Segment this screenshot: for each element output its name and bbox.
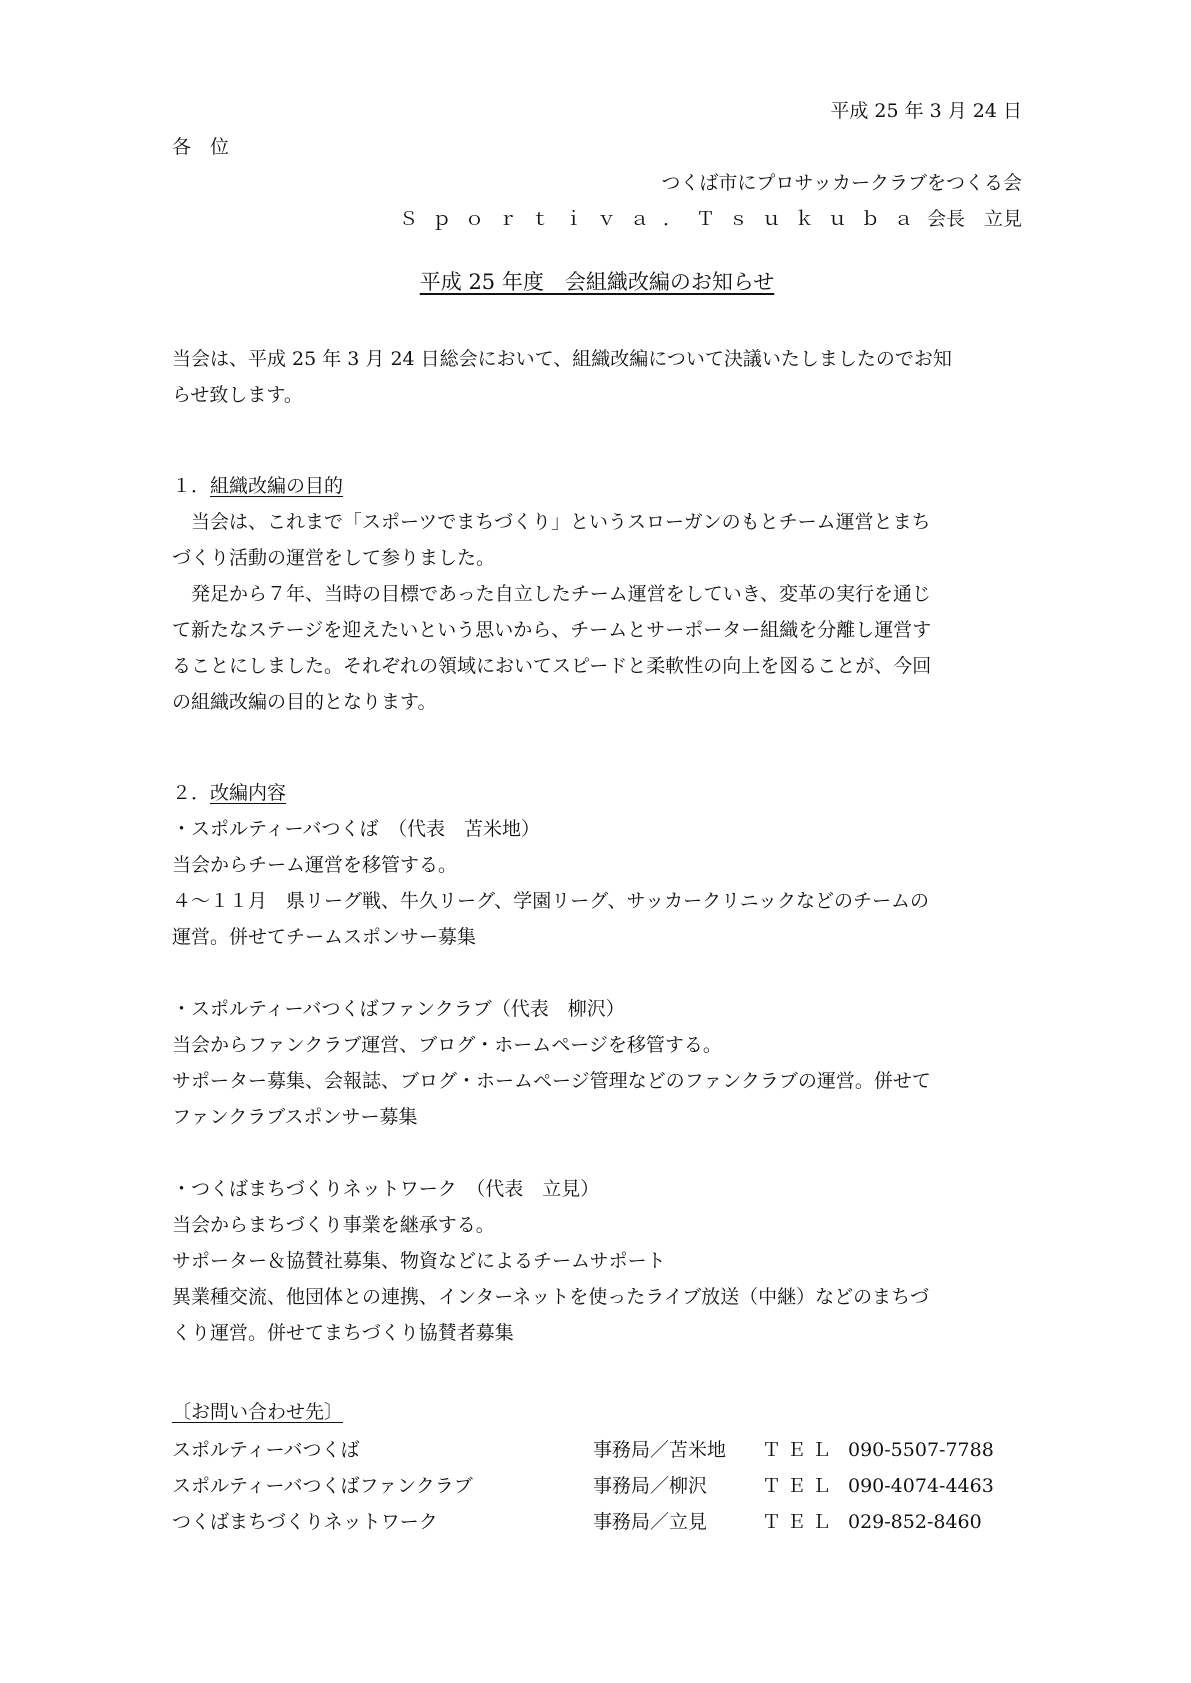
contact-tel-label: ＴＥＬ [762, 1439, 838, 1461]
section1-line-4: て新たなステージを迎えたいという思いから、チームとサーポーター組織を分離し運営す [172, 619, 932, 641]
contact-org: スポルティーバつくばファンクラブ [172, 1475, 473, 1497]
document-date: 平成 25 年 3 月 24 日 [830, 100, 1022, 122]
section1-number: １． [172, 475, 211, 497]
section1-line-2: づくり活動の運営をして参りました。 [172, 547, 496, 569]
document-title: 平成 25 年度 会組織改編のお知らせ [419, 270, 775, 294]
sender-line [172, 200, 1022, 238]
contact-office: 事務局／立見 [593, 1511, 708, 1533]
group2-line-4: ファンクラブスポンサー募集 [172, 1106, 418, 1128]
organization-english-name: Ｓｐｏｒｔｉｖａ．Ｔｓｕｋｕｂａ [398, 208, 927, 230]
contact-tel: 090-4074-4463 [848, 1475, 994, 1497]
section1-title: 組織改編の目的 [210, 475, 344, 497]
document-title-wrap [172, 263, 1022, 301]
organization-name: つくば市にプロサッカークラブをつくる会 [661, 172, 1022, 194]
contact-tel-label: ＴＥＬ [762, 1475, 838, 1497]
group1-line-2: 当会からチーム運営を移管する。 [172, 854, 458, 876]
contact-office: 事務局／苫米地 [593, 1439, 727, 1461]
group2-line-3: サポーター募集、会報誌、ブログ・ホームページ管理などのファンクラブの運営。併せて [172, 1070, 931, 1092]
group1-line-4: 運営。併せてチームスポンサー募集 [172, 926, 477, 948]
intro-line-1: 当会は、平成 25 年 3 月 24 日総会において、組織改編について決議いたしましたのでお知 [172, 348, 952, 370]
contact-office: 事務局／柳沢 [593, 1475, 708, 1497]
section2-number: ２． [172, 782, 211, 804]
group1-line-3: ４～１１月 県リーグ戦、牛久リーグ、学園リーグ、サッカークリニックなどのチームの [172, 890, 929, 912]
group3-line-4: 異業種交流、他団体との連携、インターネットを使ったライブ放送（中継）などのまちづ [172, 1286, 929, 1308]
contact-org: つくばまちづくりネットワーク [172, 1511, 438, 1533]
contact-org: スポルティーバつくば [172, 1439, 360, 1461]
section1-line-5: ることにしました。それぞれの領域においてスピードと柔軟性の向上を図ることが、今回 [172, 655, 932, 677]
president-name: 会長 立見 [926, 208, 1022, 230]
section1-line-3: 発足から７年、当時の目標であった自立したチーム運営をしていき、変革の実行を通じ [172, 583, 932, 605]
group2-line-1: ・スポルティーバつくばファンクラブ（代表 柳沢） [172, 998, 625, 1020]
section2-heading [172, 774, 1022, 812]
group3-line-3: サポーター＆協賛社募集、物資などによるチームサポート [172, 1250, 666, 1272]
contact-tel-label: ＴＥＬ [762, 1511, 838, 1533]
group2-line-2: 当会からファンクラブ運営、ブログ・ホームページを移管する。 [172, 1034, 722, 1056]
contacts-heading-wrap [172, 1393, 1022, 1431]
contact-tel: 090-5507-7788 [848, 1439, 994, 1461]
group3-line-2: 当会からまちづくり事業を継承する。 [172, 1214, 495, 1236]
group1-line-1: ・スポルティーバつくば （代表 苫米地） [172, 818, 541, 840]
section1-heading [172, 467, 1022, 505]
recipient: 各 位 [172, 136, 230, 158]
contacts-heading: 〔お問い合わせ先〕 [172, 1401, 344, 1423]
section1-line-6: の組織改編の目的となります。 [172, 691, 437, 713]
contact-tel: 029-852-8460 [848, 1511, 982, 1533]
section1-line-1: 当会は、これまで「スポーツでまちづくり」というスローガンのもとチーム運営とまち [172, 511, 931, 533]
group3-line-1: ・つくばまちづくりネットワーク （代表 立見） [172, 1178, 600, 1200]
intro-line-2: らせ致します。 [172, 384, 303, 406]
group3-line-5: くり運営。併せてまちづくり協賛者募集 [172, 1322, 514, 1344]
section2-title: 改編内容 [210, 782, 287, 804]
